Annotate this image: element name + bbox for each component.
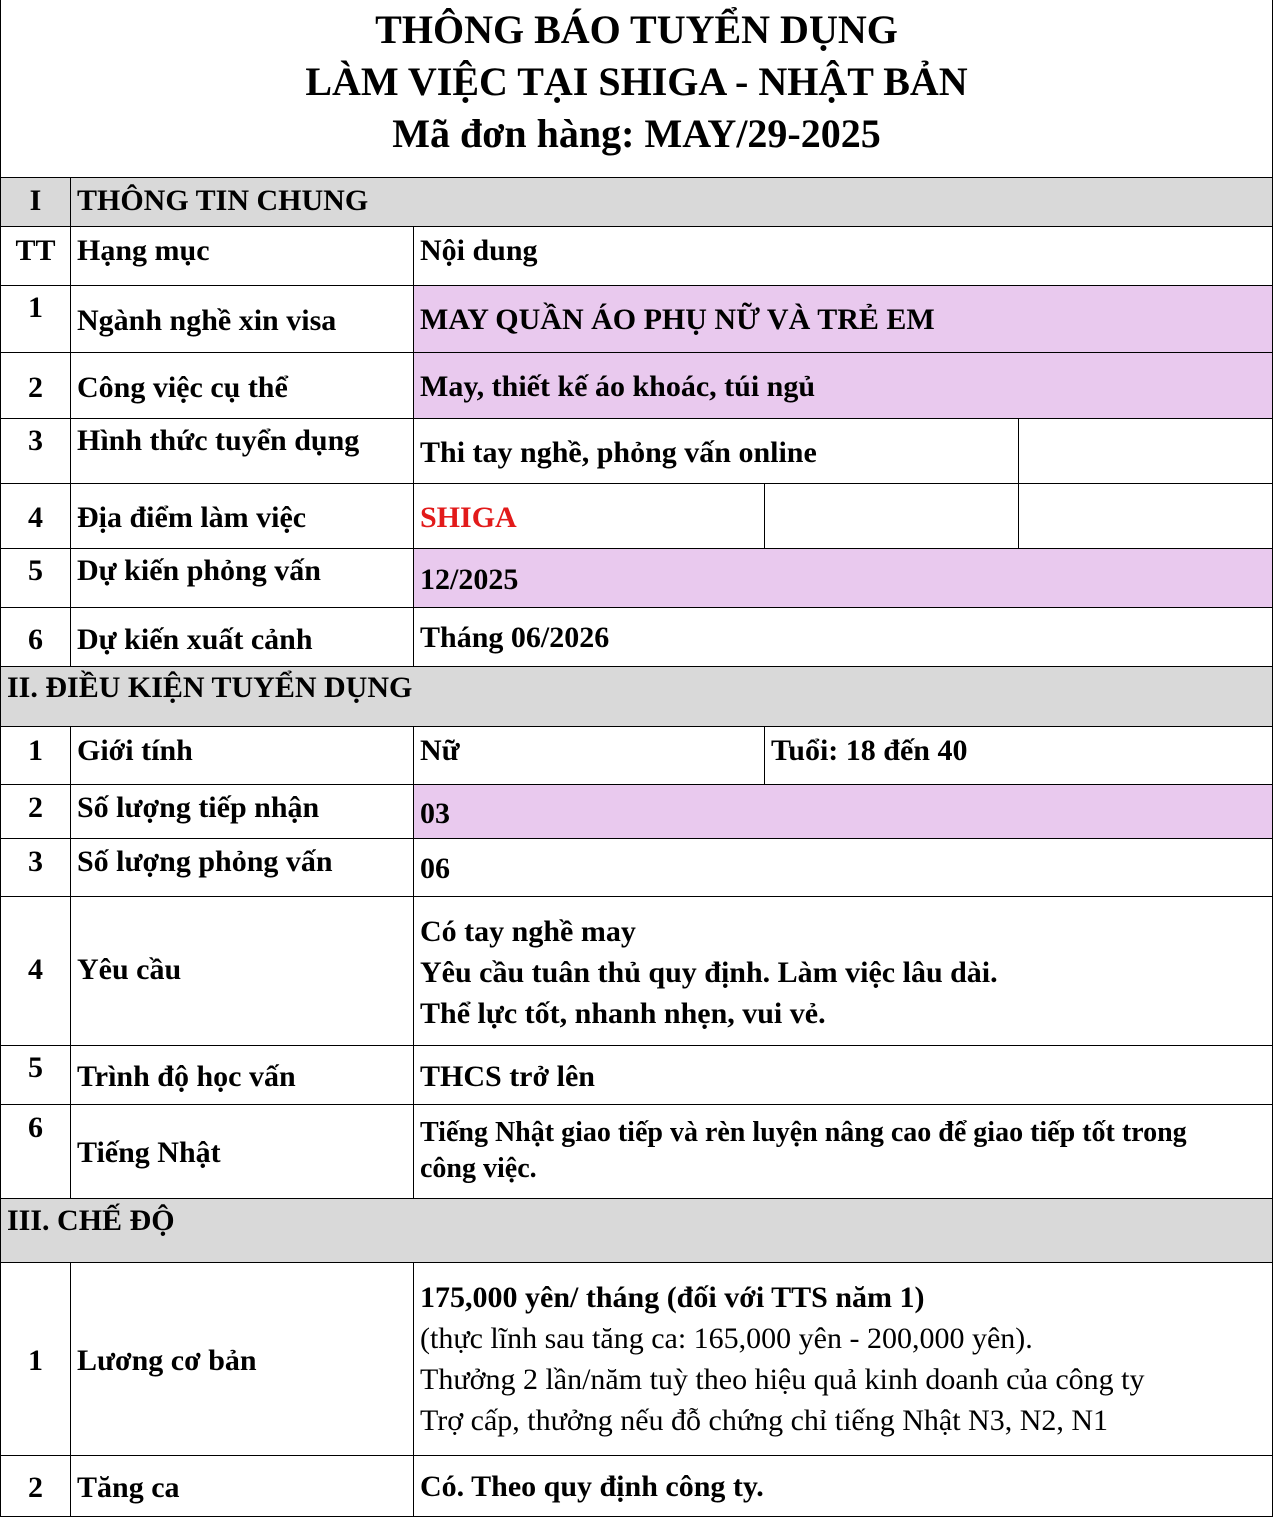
section-2-title: II. ĐIỀU KIỆN TUYỂN DỤNG — [0, 667, 1273, 727]
row-number: 1 — [0, 1263, 71, 1456]
section-3-title: III. CHẾ ĐỘ — [0, 1199, 1273, 1263]
row-content: Tháng 06/2026 — [414, 608, 1273, 667]
row-item: Dự kiến xuất cảnh — [71, 608, 414, 667]
row-number: 3 — [0, 419, 71, 484]
row-number: 1 — [0, 727, 71, 785]
requirement-line: Có tay nghề may — [420, 915, 636, 948]
age-range: Tuổi: 18 đến 40 — [765, 727, 1273, 785]
row-item: Số lượng tiếp nhận — [71, 785, 414, 839]
gender-value: Nữ — [414, 727, 765, 785]
requirements-content — [414, 897, 1273, 1046]
document-header — [0, 0, 1273, 177]
row-number: 2 — [0, 353, 71, 419]
salary-content — [414, 1263, 1273, 1456]
order-code: Mã đơn hàng: MAY/29-2025 — [392, 111, 881, 156]
row-item: Hình thức tuyển dụng — [71, 419, 414, 484]
row-content: THCS trở lên — [414, 1046, 1273, 1105]
bonus-info: Thưởng 2 lần/năm tuỳ theo hiệu quả kinh doanh của công ty — [420, 1363, 1145, 1396]
row-content: 12/2025 — [414, 549, 1273, 608]
row-content: MAY QUẦN ÁO PHỤ NỮ VÀ TRẺ EM — [414, 286, 1273, 353]
row-content: Có. Theo quy định công ty. — [414, 1456, 1273, 1517]
section-1-roman: I — [0, 177, 71, 227]
row-item: Ngành nghề xin visa — [71, 286, 414, 353]
requirement-line: Thể lực tốt, nhanh nhẹn, vui vẻ. — [420, 997, 826, 1030]
row-item: Số lượng phỏng vấn — [71, 839, 414, 897]
japanese-line: Tiếng Nhật giao tiếp và rèn luyện nâng cao để giao tiếp tốt trong — [420, 1117, 1187, 1148]
row-item: Giới tính — [71, 727, 414, 785]
row-item: Công việc cụ thể — [71, 353, 414, 419]
header-subtitle: LÀM VIỆC TẠI SHIGA - NHẬT BẢN — [305, 59, 968, 104]
row-number: 2 — [0, 785, 71, 839]
row-number: 6 — [0, 608, 71, 667]
empty-cell — [1019, 484, 1273, 549]
row-item: Lương cơ bản — [71, 1263, 414, 1456]
requirement-line: Yêu cầu tuân thủ quy định. Làm việc lâu dài. — [420, 956, 998, 989]
row-item: Dự kiến phỏng vấn — [71, 549, 414, 608]
work-location-value: SHIGA — [414, 484, 765, 549]
row-content: May, thiết kế áo khoác, túi ngủ — [414, 353, 1273, 419]
header-title: THÔNG BÁO TUYỂN DỤNG — [375, 7, 898, 52]
row-number: 1 — [0, 286, 71, 353]
row-content: Thi tay nghề, phỏng vấn online — [414, 419, 1019, 484]
empty-cell — [765, 484, 1019, 549]
row-number: 2 — [0, 1456, 71, 1517]
row-item: Tiếng Nhật — [71, 1105, 414, 1199]
col-header-content: Nội dung — [414, 227, 1273, 286]
row-number: 4 — [0, 484, 71, 549]
japanese-requirement — [414, 1105, 1273, 1199]
allowance-info: Trợ cấp, thưởng nếu đỗ chứng chỉ tiếng Nhật N3, N2, N1 — [420, 1404, 1109, 1437]
row-content: 06 — [414, 839, 1273, 897]
col-header-item: Hạng mục — [71, 227, 414, 286]
row-item: Trình độ học vấn — [71, 1046, 414, 1105]
row-number: 6 — [0, 1105, 71, 1199]
row-item: Tăng ca — [71, 1456, 414, 1517]
row-content: 03 — [414, 785, 1273, 839]
empty-cell — [1019, 419, 1273, 484]
row-number: 5 — [0, 549, 71, 608]
section-1-title: THÔNG TIN CHUNG — [71, 177, 1273, 227]
row-item: Yêu cầu — [71, 897, 414, 1046]
salary-net: (thực lĩnh sau tăng ca: 165,000 yên - 200,000 yên). — [420, 1322, 1033, 1355]
japanese-line: công việc. — [420, 1153, 537, 1184]
row-item: Địa điểm làm việc — [71, 484, 414, 549]
col-header-tt: TT — [0, 227, 71, 286]
row-number: 4 — [0, 897, 71, 1046]
salary-base: 175,000 yên/ tháng (đối với TTS năm 1) — [420, 1281, 925, 1314]
row-number: 5 — [0, 1046, 71, 1105]
row-number: 3 — [0, 839, 71, 897]
